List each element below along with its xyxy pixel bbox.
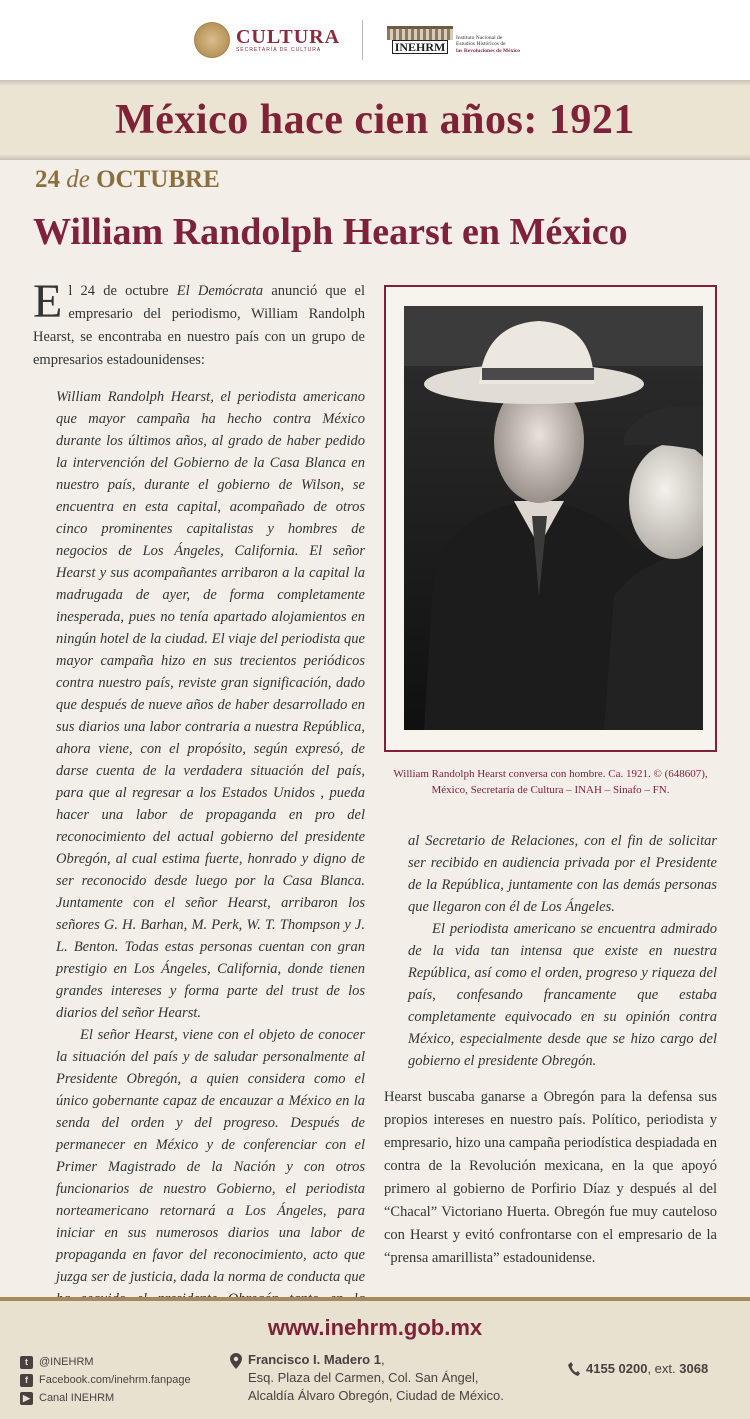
eagle-seal-icon — [194, 22, 230, 58]
twitter-handle: @INEHRM — [39, 1356, 94, 1368]
intro-text: anunció que el empresario del periodismo, William Randolph Hearst, se encontraba en nuestro país con un grupo de empresarios estadounidenses: — [33, 283, 365, 368]
location-pin-icon — [230, 1353, 242, 1369]
inehrm-logo[interactable] — [387, 26, 556, 54]
social-twitter[interactable] — [20, 1353, 191, 1371]
cultura-sub: SECRETARÍA DE CULTURA — [235, 47, 322, 53]
photo-frame — [384, 285, 717, 752]
facebook-link: Facebook.com/inehrm.fanpage — [39, 1374, 191, 1386]
drop-cap: E — [33, 275, 63, 328]
photo-illustration — [404, 306, 703, 730]
quote-paragraph: al Secretario de Relaciones, con el fin de solicitar ser recibido en audiencia privada por el Presidente de la República, juntamente con las demás personas que llegaron con él de Los Ángeles. — [408, 833, 717, 915]
left-column — [33, 275, 365, 1354]
date-de: de — [66, 166, 90, 193]
date-month: OCTUBRE — [96, 166, 220, 193]
inehrm-desc-line: las Revoluciones de México — [456, 47, 521, 54]
phone-ext-label: , ext. — [647, 1361, 680, 1376]
address-street: Francisco I. Madero 1 — [248, 1352, 381, 1367]
inehrm-desc-line: Estudios Históricos de — [456, 41, 506, 48]
phone-number: 4155 0200 — [586, 1361, 648, 1376]
cultura-logo[interactable] — [194, 22, 340, 58]
date-day: 24 — [35, 166, 60, 193]
newspaper-name: El Demócrata — [176, 283, 264, 299]
phone-icon — [568, 1362, 580, 1376]
phone-ext: 3068 — [679, 1361, 709, 1376]
closing-paragraph: Hearst buscaba ganarse a Obregón para la defensa sus propios intereses en nuestro país. Político, periodista y empresario, hizo una campaña periodística despiadada en contra de la Revolución mexicana, en la que apoyó primero al gobierno de Porfirio Díaz y después al del “Chacal” Victoriano Huerta. Obregón fue muy cauteloso con Hearst y evitó confrontarse con el empresario de la “prensa amarillista” estadounidense. — [384, 1089, 717, 1266]
inehrm-mark — [387, 26, 453, 54]
title-band — [0, 80, 750, 160]
quote-paragraph: El periodista americano se encuentra admirado de la vida tan intensa que existe en nuestra República, así como el orden, progreso y riqueza del país, confesando francamente que estaba completamente equivocado en su opinión contra México, especialmente desde que se hizo cargo del gobierno el presidente Obregón. — [408, 921, 717, 1069]
cultura-text — [236, 27, 340, 53]
address-line: Esq. Plaza del Carmen, Col. San Ángel, — [248, 1370, 479, 1385]
logo-divider — [362, 20, 363, 60]
page-title: México hace cien años: 1921 — [115, 97, 635, 143]
social-links — [20, 1353, 191, 1407]
photo-caption: William Randolph Hearst conversa con hombre. Ca. 1921. © (648607), México, Secretaría de Cultura – INAH – Sinafo – FN. — [393, 768, 708, 796]
cultura-word: CULTURA — [235, 26, 341, 48]
building-icon — [387, 26, 453, 40]
address-block: Francisco I. Madero 1, Esq. Plaza del Carmen, Col. San Ángel, Alcaldía Álvaro Obregón, Ciudad de México. — [248, 1351, 504, 1405]
youtube-icon: ▶ — [20, 1392, 33, 1405]
address-line: Alcaldía Álvaro Obregón, Ciudad de México. — [248, 1388, 504, 1403]
quote-right — [408, 830, 717, 1072]
social-facebook[interactable] — [20, 1371, 191, 1389]
phone-block[interactable] — [568, 1361, 708, 1376]
intro-text: l 24 de octubre — [68, 283, 177, 299]
social-youtube[interactable] — [20, 1389, 191, 1407]
twitter-icon: t — [20, 1356, 33, 1369]
inehrm-word: INEHRM — [392, 40, 449, 54]
article-title: William Randolph Hearst en México — [33, 211, 628, 253]
date-line — [35, 166, 220, 194]
inehrm-description — [456, 35, 556, 54]
facebook-icon: f — [20, 1374, 33, 1387]
inehrm-desc-line: Instituto Nacional de — [456, 34, 503, 41]
quote-paragraph: El señor Hearst, viene con el objeto de conocer la situación del país y de saludar personalmente al Presidente Obregón, a quien considera como el único gobernante capaz de encauzar a México en la senda del orden y del progreso. Después de permanecer en México y de conferenciar con el Primer Magistrado de la Nación y con otros funcionarios de nuestro Gobierno, el periodista norteamericano retornará a Los Ángeles, para iniciar en sus numerosos diarios una labor de propaganda en favor del reconocimiento, acto que juzga ser de justicia, dada la norma de conducta que — [56, 1027, 365, 1285]
intro-paragraph — [33, 275, 365, 372]
footer — [0, 1297, 750, 1419]
header-bar — [0, 0, 750, 80]
youtube-channel: Canal INEHRM — [39, 1392, 115, 1404]
website-link[interactable]: www.inehrm.gob.mx — [267, 1315, 483, 1340]
historical-photo — [404, 306, 703, 730]
quote-paragraph: William Randolph Hearst, el periodista americano que mayor campaña ha hecho contra México durante los últimos años, al grado de haber pedido la intervención del Gobierno de la Casa Blanca en nuestro país, durante el gobierno de Wilson, se encuentra en esta capital, acompañado de otros cinco prominentes capitalistas y hombres de negocios de Los Ángeles, California. El señor Hearst y sus acompañantes arribaron a la capital la madrugada de ayer, de forma completamente inesperada, pues no tenía apartado alojamientos en ningún hotel de la ciudad. El viaje del periodista que mayor campaña hizo en sus trecientos periódicos contra nuestro país, reviste gran significación, dado que después de nueve años de haber desarrollado en sus diarios una labor contraria a nuestra República, ahora viene, con el propósito, según expresó, de darse cuenta de la verdadera situación del país, para que al regresar a los Estados Unidos , pueda hacer una labor de propaganda en pro del reconocimiento del actual gobierno del presidente Obregón, al cual estima fuerte, honrado y digno de ser reconocido desde luego por la Casa Blanca. Juntamente con el señor Hearst, arribaron los señores G. H. Barhan, M. Perk, W. T. Thompson y J. L. Benton. Todas estas personas cuentan con gran prestigio en Los Ángeles, California, donde tienen grandes intereses y forma parte del trust de los diarios del señor Hearst. — [56, 389, 365, 1021]
quote-left — [56, 386, 365, 1354]
